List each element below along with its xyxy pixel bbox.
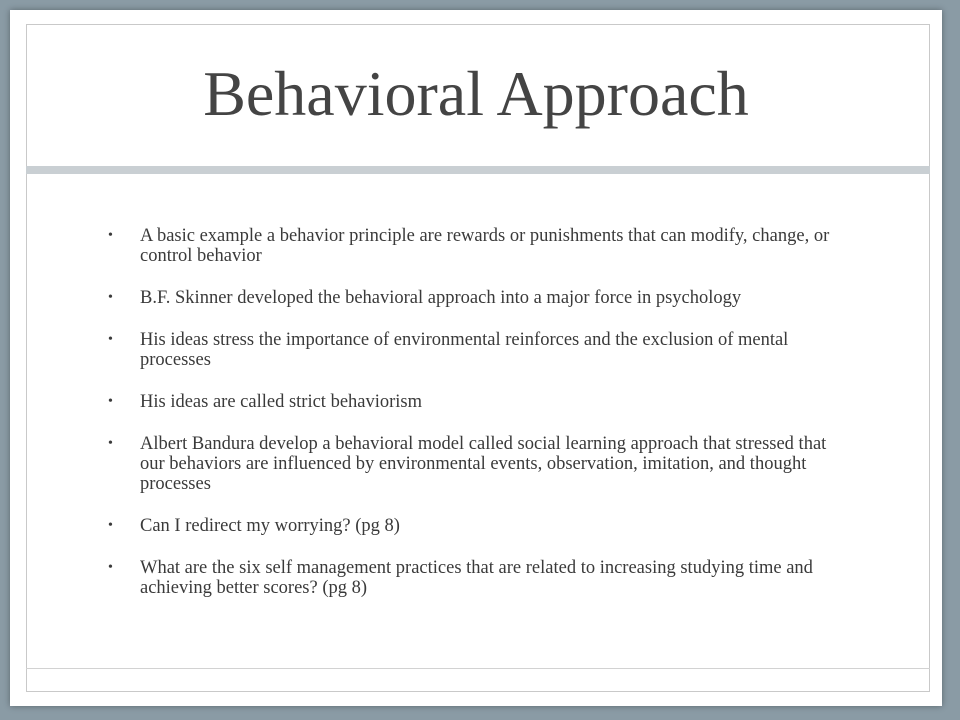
bullet-list — [100, 226, 840, 620]
bullet-text: His ideas stress the importance of environmental reinforces and the exclusion of mental processes — [140, 330, 789, 370]
bullet-dot-icon: • — [108, 332, 113, 347]
bullet-item — [100, 392, 840, 412]
bullet-dot-icon: • — [108, 560, 113, 575]
bullet-text: Can I redirect my worrying? (pg 8) — [140, 516, 400, 536]
bullet-item — [100, 226, 840, 266]
bottom-divider — [26, 668, 930, 669]
slide — [10, 10, 942, 706]
bullet-text: A basic example a behavior principle are rewards or punishments that can modify, change, or control behavior — [140, 226, 830, 266]
bullet-dot-icon: • — [108, 290, 113, 305]
bullet-dot-icon: • — [108, 394, 113, 409]
bullet-item — [100, 434, 840, 494]
bullet-text: Albert Bandura develop a behavioral model called social learning approach that stressed that our behaviors are influenced by environmental events, observation, imitation, and thought processes — [140, 434, 827, 494]
bullet-text: What are the six self management practices that are related to increasing studying time and achieving better scores? (pg 8) — [140, 558, 813, 598]
bullet-item — [100, 330, 840, 370]
bullet-text: B.F. Skinner developed the behavioral approach into a major force in psychology — [140, 288, 742, 308]
bullet-dot-icon: • — [108, 436, 113, 451]
slide-title: Behavioral Approach — [203, 58, 749, 129]
title-divider — [26, 166, 930, 174]
bullet-item — [100, 288, 840, 308]
bullet-text: His ideas are called strict behaviorism — [140, 392, 423, 412]
bullet-item — [100, 516, 840, 536]
bullet-item — [100, 558, 840, 598]
bullet-dot-icon: • — [108, 228, 113, 243]
bullet-dot-icon: • — [108, 518, 113, 533]
